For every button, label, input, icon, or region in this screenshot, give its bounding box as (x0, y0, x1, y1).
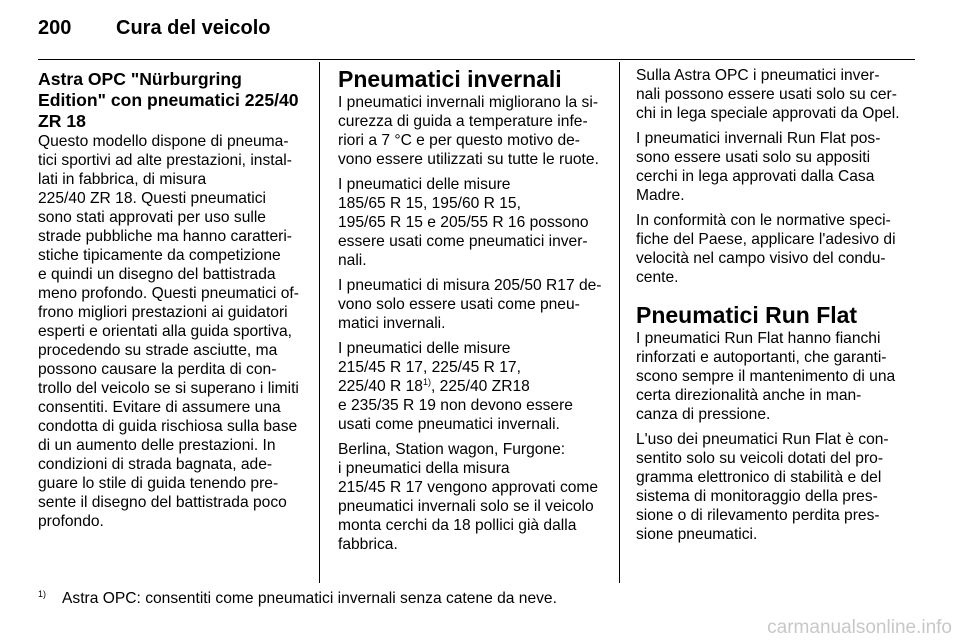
footnote-mark: 1) (38, 589, 47, 599)
section-title: Cura del veicolo (116, 17, 271, 39)
paragraph: I pneumatici invernali migliorano la si- curezza di guida a temperature infe- riori a 7 °C e per questo motivo de- vono essere utilizzati su tutte le ruote. (338, 94, 599, 168)
paragraph: Berlina, Station wagon, Furgone: i pneumatici della misura 215/45 R 17 vengono approvati come pneumatici invernali solo se il veicolo monta cerchi da 18 pollici già dalla fabbrica. (338, 441, 599, 553)
footnote (38, 590, 557, 608)
paragraph: I pneumatici di misura 205/50 R17 de- vono solo essere usati come pneu- matici invernali. (338, 277, 602, 332)
paragraph: I pneumatici Run Flat hanno fianchi rinforzati e autoportanti, che garanti- scono sempre il mantenimento di una certa direzionalità anche in man- canza di pressione. (636, 330, 896, 423)
paragraph: Sulla Astra OPC i pneumatici inver- nali possono essere usati solo su cer- chi in lega speciale approvati da Opel. (636, 67, 900, 122)
column-3 (636, 66, 908, 550)
opc-heading: Astra OPC "Nürburgring Edition" con pneumatici 225/40 ZR 18 (38, 69, 299, 131)
column-1 (38, 66, 308, 537)
winter-tyres-heading: Pneumatici invernali (338, 66, 562, 92)
paragraph: L'uso dei pneumatici Run Flat è con- sentito solo su veicoli dotati del pro- gramma elettronico di stabilità e del sistema di monitoraggio della pres- sione o di rilevamento perdita pres- sione pneumatici. (636, 431, 889, 543)
column-2 (338, 66, 606, 560)
paragraph: I pneumatici invernali Run Flat pos- sono essere usati solo su appositi cerchi in lega approvati dalla Casa Madre. (636, 130, 881, 204)
footnote-text: Astra OPC: consentiti come pneumatici invernali senza catene da neve. (62, 590, 557, 607)
paragraph: I pneumatici delle misure 215/45 R 17, 225/45 R 17, 225/40 R 18$^{1)}$, 225/40 ZR18 e 235/35 R 19 non devono essere usati come pneumatici invernali. (338, 340, 573, 433)
footnote-ref: 1) (422, 377, 431, 387)
column-divider (319, 62, 320, 583)
opc-paragraph: Questo modello dispone di pneuma- tici sportivi ad alte prestazioni, instal- lati in fabbrica, di misura 225/40 ZR 18. Questi pneumatici sono stati approvati per uso sulle strade pubbliche ma hanno caratteri- stiche tipicamente da competizione e quindi un disegno del battistrada meno profondo. Questi pneumatici of- frono migliori prestazioni ai guidatori esperti e orientati alla guida sportiva, procedendo su strade asciutte, ma possono causare la perdita di con- trollo del veicolo se si superano i limiti consentiti. Evitare di assumere una condotta di guida rischiosa sulla base di un aumento delle prestazioni. In condizioni di strada bagnata, ade- guare lo stile di guida tenendo pre- sente il disegno del battistrada poco profondo. (38, 133, 299, 530)
run-flat-heading: Pneumatici Run Flat (636, 302, 858, 328)
watermark: carmanualsonline.info (767, 617, 952, 638)
paragraph: In conformità con le normative speci- fiche del Paese, applicare l'adesivo di velocità nel campo visivo del condu- cente. (636, 212, 896, 286)
page-number: 200 (38, 17, 72, 39)
paragraph: I pneumatici delle misure 185/65 R 15, 195/60 R 15, 195/65 R 15 e 205/55 R 16 possono essere usati come pneumatici inver- nali. (338, 176, 589, 269)
header-rule (38, 59, 915, 60)
column-divider (619, 62, 620, 583)
